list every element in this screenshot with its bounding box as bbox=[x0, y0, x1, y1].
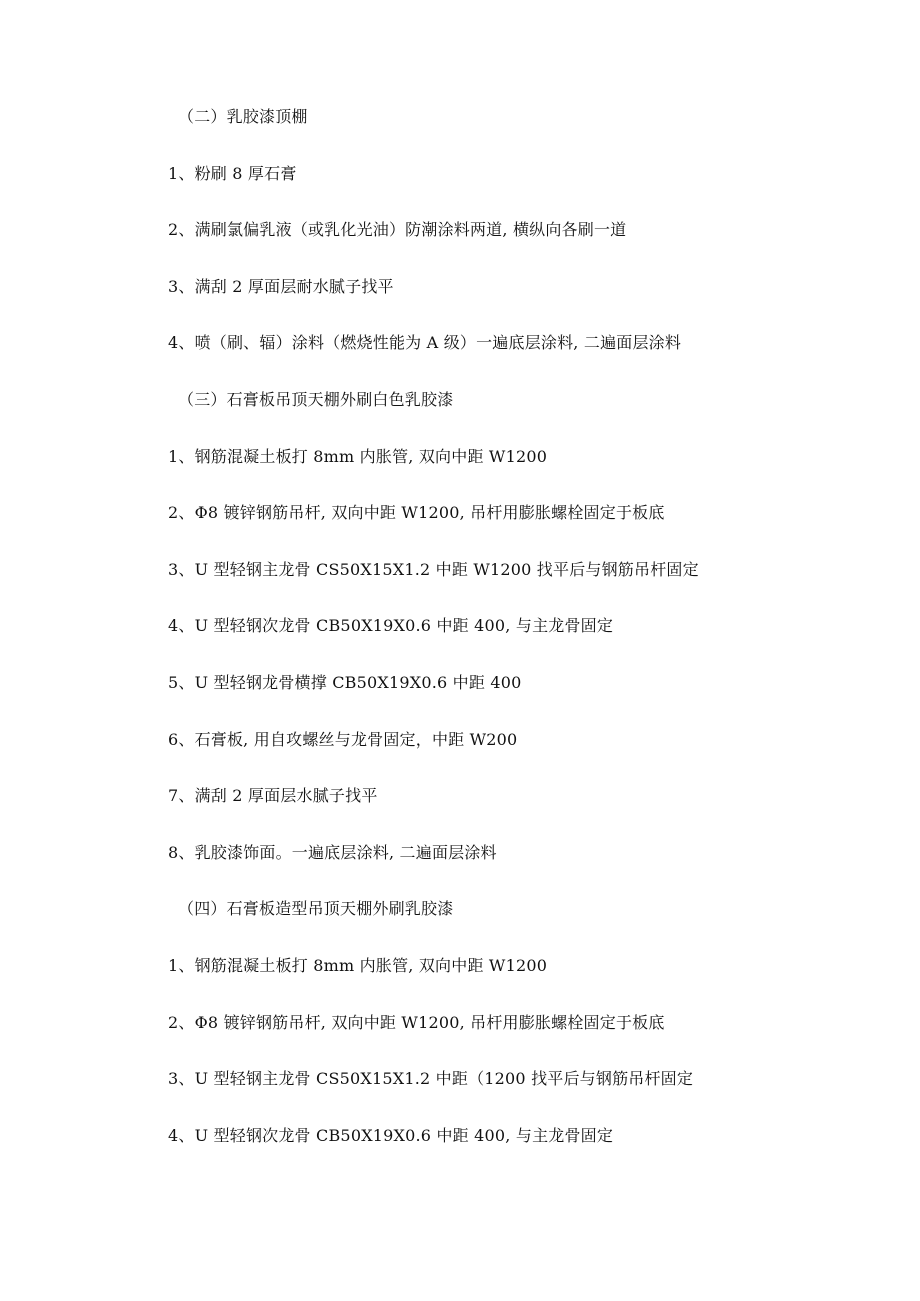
list-item: 7、满刮 2 厚面层水腻子找平 bbox=[168, 786, 378, 806]
list-item: 5、U 型轻钢龙骨横撑 CB50X19X0.6 中距 400 bbox=[168, 672, 522, 692]
list-item: 1、钢筋混凝土板打 8mm 内胀管, 双向中距 W1200 bbox=[168, 955, 548, 975]
list-item: 3、U 型轻钢主龙骨 CS50X15X1.2 中距（1200 找平后与钢筋吊杆固定 bbox=[168, 1069, 694, 1089]
document-body bbox=[168, 103, 888, 1178]
list-item: 3、U 型轻钢主龙骨 CS50X15X1.2 中距 W1200 找平后与钢筋吊杆固定 bbox=[168, 559, 699, 579]
list-item: 2、满刷氯偏乳液（或乳化光油）防潮涂料两道, 横纵向各刷一道 bbox=[168, 220, 627, 240]
list-item: 8、乳胶漆饰面。一遍底层涂料, 二遍面层涂料 bbox=[168, 842, 497, 862]
list-item: 6、石膏板, 用自攻螺丝与龙骨固定，中距 W200 bbox=[168, 729, 518, 749]
list-item: 4、U 型轻钢次龙骨 CB50X19X0.6 中距 400, 与主龙骨固定 bbox=[168, 1125, 614, 1145]
list-item: 1、粉刷 8 厚石膏 bbox=[168, 163, 297, 183]
list-item: 4、喷（刷、辐）涂料（燃烧性能为 A 级）一遍底层涂料, 二遍面层涂料 bbox=[168, 333, 682, 353]
list-item: 1、钢筋混凝土板打 8mm 内胀管, 双向中距 W1200 bbox=[168, 446, 548, 466]
list-item: 2、Φ8 镀锌钢筋吊杆, 双向中距 W1200, 吊杆用膨胀螺栓固定于板底 bbox=[168, 503, 665, 523]
list-item: 3、满刮 2 厚面层耐水腻子找平 bbox=[168, 276, 394, 296]
list-item: 2、Φ8 镀锌钢筋吊杆, 双向中距 W1200, 吊杆用膨胀螺栓固定于板底 bbox=[168, 1012, 665, 1032]
list-item: 4、U 型轻钢次龙骨 CB50X19X0.6 中距 400, 与主龙骨固定 bbox=[168, 616, 614, 636]
section-heading: （三）石膏板吊顶天棚外刷白色乳胶漆 bbox=[178, 389, 454, 409]
section-heading: （四）石膏板造型吊顶天棚外刷乳胶漆 bbox=[178, 899, 454, 919]
section-heading: （二）乳胶漆顶棚 bbox=[178, 107, 308, 126]
